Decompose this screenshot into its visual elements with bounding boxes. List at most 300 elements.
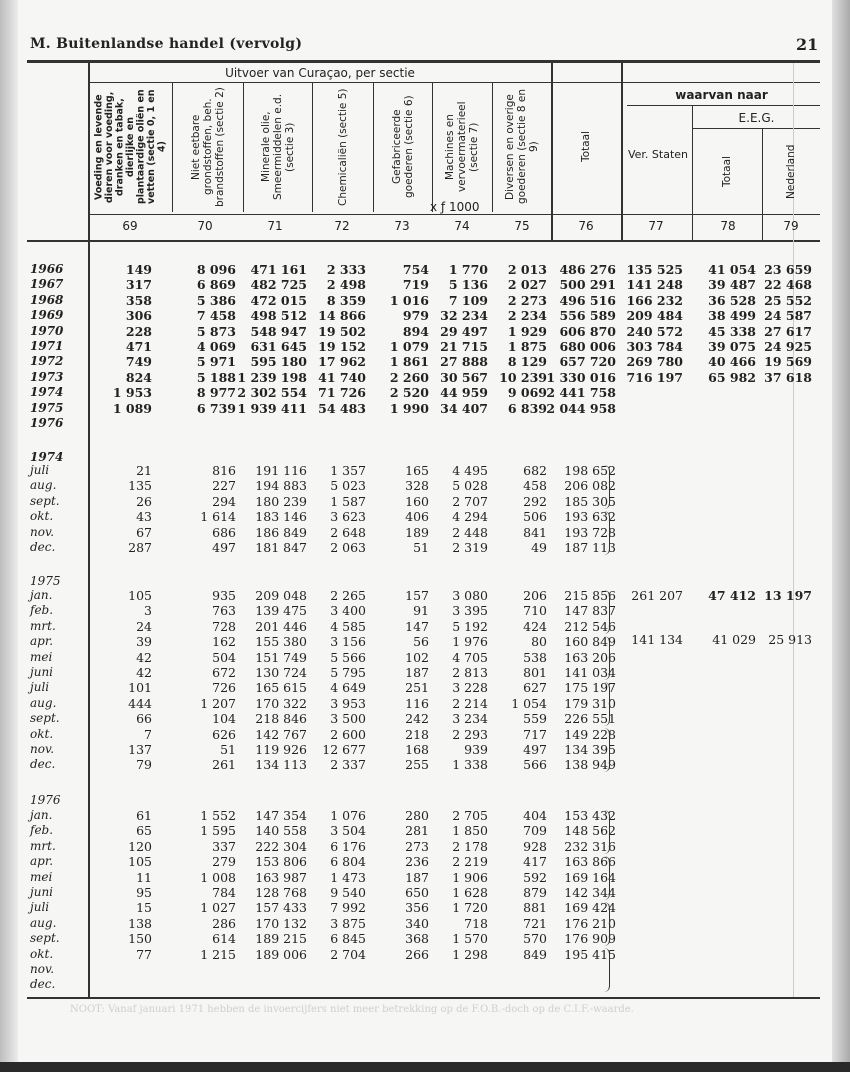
- table-cell: 1 552: [200, 808, 236, 823]
- table-cell: 12 677: [322, 742, 366, 757]
- table-cell: 151 749: [255, 649, 307, 665]
- table-cell: 2 498: [326, 277, 366, 293]
- table-cell: 801: [523, 665, 547, 680]
- table-cell: 672: [212, 665, 236, 680]
- row-label: 1971: [30, 339, 64, 353]
- table-cell: 195 415: [564, 946, 616, 962]
- table-cell: 841: [523, 524, 547, 540]
- table-cell: 39: [136, 634, 152, 650]
- table-cell: 358: [125, 292, 152, 308]
- table-cell: 2 214: [452, 695, 488, 711]
- table-cell: 754: [402, 262, 429, 277]
- table-cell: 17 962: [318, 354, 366, 370]
- quarter-total-cell: 141 134: [631, 632, 683, 647]
- table-cell: 556 589: [559, 308, 616, 324]
- table-cell: 3: [144, 603, 152, 619]
- table-cell: 105: [128, 854, 152, 870]
- table-cell: 2 027: [507, 277, 547, 293]
- table-cell: 5 386: [196, 292, 236, 308]
- table-cell: 2 063: [330, 540, 366, 555]
- table-cell: 187: [405, 665, 429, 680]
- table-cell: 686: [212, 524, 236, 540]
- bottom-rule: [27, 997, 820, 999]
- table-cell: 116: [405, 695, 429, 711]
- quarter-brace: [604, 810, 610, 854]
- table-cell: 79: [136, 757, 152, 773]
- table-cell: 2 704: [330, 946, 366, 962]
- table-cell: 24 925: [764, 339, 812, 354]
- table-cell: 286: [212, 915, 236, 931]
- table-cell: 627: [523, 680, 547, 696]
- table-cell: 306: [125, 308, 152, 324]
- table-cell: 650: [405, 885, 429, 900]
- row-label: 1973: [30, 369, 64, 384]
- table-cell: 5 192: [452, 618, 488, 634]
- quarter-brace: [604, 465, 610, 509]
- col-header-76: Totaal: [580, 131, 592, 163]
- table-cell: 218: [405, 726, 429, 742]
- table-cell: 95: [136, 885, 152, 900]
- row-label: dec.: [30, 977, 56, 992]
- table-cell: 939: [464, 742, 488, 757]
- table-cell: 5 873: [196, 323, 236, 339]
- table-cell: 147 837: [564, 603, 616, 619]
- table-cell: 2 337: [330, 757, 366, 773]
- table-cell: 193 728: [564, 524, 616, 540]
- col-sep: [373, 82, 374, 212]
- row-label: 1976: [30, 416, 64, 430]
- table-cell: 328: [405, 478, 429, 494]
- table-cell: 566: [523, 757, 547, 773]
- table-cell: 294: [212, 493, 236, 509]
- table-cell: 6 845: [330, 931, 366, 947]
- row-label: 1968: [30, 292, 64, 307]
- table-cell: 222 304: [255, 838, 307, 854]
- table-cell: 1 939 411: [237, 400, 307, 416]
- table-cell: 894: [402, 323, 429, 339]
- table-cell: 1 076: [330, 808, 366, 823]
- row-label: juni: [30, 885, 54, 899]
- quarter-brace: [604, 902, 610, 946]
- table-cell: 193 632: [564, 509, 616, 525]
- table-cell: 170 132: [255, 915, 307, 931]
- table-cell: 8 129: [507, 354, 547, 370]
- table-cell: 718: [464, 915, 488, 931]
- table-cell: 206 082: [564, 478, 616, 494]
- table-cell: 160: [405, 493, 429, 509]
- page-number: 21: [796, 35, 819, 54]
- row-label: juli: [30, 680, 50, 695]
- table-cell: 228: [125, 323, 152, 339]
- table-cell: 165 615: [255, 680, 307, 696]
- row-label: mei: [30, 869, 53, 884]
- table-cell: 709: [523, 823, 547, 839]
- col-num: 77: [648, 219, 664, 233]
- table-cell: 1 850: [452, 823, 488, 839]
- group-title: Uitvoer van Curaçao, per sectie: [225, 66, 415, 80]
- table-cell: 682: [523, 463, 547, 478]
- table-cell: 169 164: [564, 869, 616, 885]
- table-cell: 104: [212, 711, 236, 727]
- table-cell: 266: [405, 946, 429, 962]
- table-cell: 6 176: [330, 838, 366, 854]
- table-cell: 240 572: [626, 323, 683, 339]
- table-cell: 710: [523, 603, 547, 619]
- table-cell: 189 006: [255, 946, 307, 962]
- table-cell: 40 466: [708, 354, 756, 370]
- table-cell: 135 525: [626, 262, 683, 277]
- table-cell: 141 248: [626, 277, 683, 293]
- table-cell: 606 870: [559, 323, 616, 339]
- table-cell: 716 197: [626, 369, 683, 385]
- quarter-brace: [604, 948, 610, 992]
- table-cell: 879: [523, 885, 547, 900]
- table-cell: 1 990: [389, 400, 429, 416]
- table-cell: 626: [212, 726, 236, 742]
- row-label: okt.: [30, 946, 54, 961]
- table-cell: 176 909: [564, 931, 616, 947]
- table-cell: 2 441 758: [546, 385, 616, 401]
- table-cell: 232 316: [564, 838, 616, 854]
- table-cell: 4 649: [330, 680, 366, 696]
- table-cell: 816: [212, 463, 236, 478]
- table-cell: 4 705: [452, 649, 488, 665]
- table-cell: 42: [136, 665, 152, 680]
- table-cell: 209 484: [626, 308, 683, 324]
- table-cell: 824: [125, 369, 152, 385]
- table-cell: 7 992: [330, 900, 366, 916]
- table-cell: 165: [405, 463, 429, 478]
- row-label: sept.: [30, 711, 60, 726]
- table-cell: 198 652: [564, 463, 616, 478]
- table-cell: 67: [136, 524, 152, 540]
- table-cell: 163 987: [255, 869, 307, 885]
- bleed-through-footnote: NOOT: Vanaf januari 1971 hebben de invoercijfers niet meer betrekking op de F.O.B.-doch op de C.I.F.-waarde.: [70, 1004, 634, 1015]
- table-cell: 595 180: [250, 354, 307, 370]
- table-cell: 41 740: [318, 369, 366, 385]
- table-cell: 194 883: [255, 478, 307, 494]
- table-cell: 15: [136, 900, 152, 916]
- table-cell: 166 232: [626, 292, 683, 308]
- table-cell: 187: [405, 869, 429, 885]
- table-cell: 3 400: [330, 603, 366, 619]
- table-cell: 424: [523, 618, 547, 634]
- table-cell: 24: [136, 618, 152, 634]
- table-cell: 3 228: [452, 680, 488, 696]
- table-cell: 163 866: [564, 854, 616, 870]
- table-cell: 5 188: [196, 369, 236, 385]
- table-cell: 102: [405, 649, 429, 665]
- row-label: mrt.: [30, 618, 56, 633]
- row-label: jan.: [30, 808, 53, 822]
- section-year-label: 1976: [30, 793, 61, 807]
- table-cell: 30 567: [440, 369, 488, 385]
- table-cell: 881: [523, 900, 547, 916]
- table-cell: 3 875: [330, 915, 366, 931]
- table-cell: 497: [212, 540, 236, 555]
- col-header-77: Ver. Staten: [627, 148, 689, 161]
- table-cell: 176 210: [564, 915, 616, 931]
- col-num: 76: [578, 219, 594, 233]
- table-cell: 19 569: [764, 354, 812, 370]
- table-cell: 71 726: [318, 385, 366, 401]
- row-label: mei: [30, 649, 53, 664]
- table-cell: 140 558: [255, 823, 307, 839]
- row-label: juli: [30, 463, 50, 477]
- table-cell: 4 069: [196, 339, 236, 354]
- table-cell: 138 949: [564, 757, 616, 773]
- row-label: 1975: [30, 400, 64, 415]
- col-num: 69: [122, 219, 138, 233]
- table-cell: 3 234: [452, 711, 488, 727]
- row-label: sept.: [30, 931, 60, 946]
- table-cell: 1 215: [200, 946, 236, 962]
- eeg-divider: [693, 128, 820, 129]
- table-cell: 538: [523, 649, 547, 665]
- row-label: feb.: [30, 603, 54, 618]
- table-cell: 849: [523, 946, 547, 962]
- book-spine-shadow: [0, 0, 18, 1062]
- table-cell: 142 344: [564, 885, 616, 900]
- table-cell: 280: [405, 808, 429, 823]
- table-cell: 721: [523, 915, 547, 931]
- table-cell: 1 861: [389, 354, 429, 370]
- table-cell: 570: [523, 931, 547, 947]
- table-cell: 4 585: [330, 618, 366, 634]
- table-cell: 34 407: [440, 400, 488, 416]
- col-header-69: Voeding en levende dieren voor voeding, dranken en tabak, dierlijke en plantaardige oliën en vetten (sectie 0, 1 en 4): [93, 89, 168, 205]
- table-cell: 3 395: [452, 603, 488, 619]
- scanner-edge: [0, 1062, 850, 1072]
- table-cell: 162: [212, 634, 236, 650]
- table-cell: 281: [405, 823, 429, 839]
- table-cell: 2 044 958: [546, 400, 616, 416]
- table-cell: 10 239: [499, 369, 547, 385]
- table-cell: 2 265: [330, 588, 366, 603]
- table-cell: 719: [402, 277, 429, 293]
- table-cell: 56: [413, 634, 429, 650]
- table-cell: 45 338: [708, 323, 756, 339]
- table-cell: 170 322: [255, 695, 307, 711]
- table-cell: 5 136: [448, 277, 488, 293]
- table-cell: 134 113: [255, 757, 307, 773]
- top-rule: [27, 60, 820, 63]
- table-cell: 186 849: [255, 524, 307, 540]
- col-sep: [762, 128, 763, 240]
- section-year-label: 1975: [30, 574, 61, 588]
- section-year-label: 1974: [30, 450, 64, 464]
- table-cell: 134 395: [564, 742, 616, 757]
- table-cell: 458: [523, 478, 547, 494]
- table-cell: 2 707: [452, 493, 488, 509]
- table-cell: 3 953: [330, 695, 366, 711]
- table-cell: 19 502: [318, 323, 366, 339]
- table-cell: 130 724: [255, 665, 307, 680]
- table-cell: 1 054: [511, 695, 547, 711]
- row-label: feb.: [30, 823, 54, 838]
- table-cell: 147: [405, 618, 429, 634]
- table-cell: 472 015: [250, 292, 307, 308]
- table-cell: 2 260: [389, 369, 429, 385]
- table-cell: 2 302 554: [237, 385, 307, 401]
- table-cell: 80: [531, 634, 547, 650]
- table-cell: 1 587: [330, 493, 366, 509]
- table-cell: 139 475: [255, 603, 307, 619]
- table-cell: 417: [523, 854, 547, 870]
- col-sep: [692, 105, 693, 240]
- row-label: dec.: [30, 757, 56, 772]
- col-num: 78: [720, 219, 736, 233]
- table-cell: 9 069: [507, 385, 547, 401]
- quarter-total-cell: 261 207: [631, 588, 683, 603]
- row-label: sept.: [30, 493, 60, 508]
- row-label: nov.: [30, 742, 55, 756]
- table-cell: 6 804: [330, 854, 366, 870]
- table-cell: 657 720: [559, 354, 616, 370]
- table-cell: 1 239 198: [237, 369, 307, 385]
- col-sep: [492, 82, 493, 212]
- table-cell: 1 875: [507, 339, 547, 354]
- table-cell: 11: [136, 869, 152, 885]
- table-cell: 242: [405, 711, 429, 727]
- table-cell: 65 982: [708, 369, 756, 385]
- table-cell: 2 219: [452, 854, 488, 870]
- table-cell: 209 048: [255, 588, 307, 603]
- header-divider: [90, 82, 820, 83]
- quarter-brace: [604, 728, 610, 772]
- table-cell: 39 487: [708, 277, 756, 293]
- table-cell: 32 234: [440, 308, 488, 324]
- table-cell: 317: [125, 277, 152, 293]
- table-cell: 212 546: [564, 618, 616, 634]
- table-cell: 29 497: [440, 323, 488, 339]
- table-cell: 23 659: [764, 262, 812, 277]
- eeg-label: E.E.G.: [738, 111, 775, 125]
- table-cell: 153 806: [255, 854, 307, 870]
- table-cell: 1 027: [200, 900, 236, 916]
- table-cell: 163 206: [564, 649, 616, 665]
- table-cell: 39 075: [708, 339, 756, 354]
- table-cell: 160 849: [564, 634, 616, 650]
- quarter-total-cell: 13 197: [764, 588, 812, 603]
- table-cell: 2 448: [452, 524, 488, 540]
- table-cell: 149: [125, 262, 152, 277]
- table-cell: 471: [125, 339, 152, 354]
- table-cell: 496 516: [559, 292, 616, 308]
- table-cell: 717: [523, 726, 547, 742]
- table-cell: 26: [136, 493, 152, 509]
- col-header-71: Minerale olie, Smeermiddelen e.d. (sectie 3): [260, 93, 296, 201]
- table-cell: 185 305: [564, 493, 616, 509]
- col-header-74: Machines en vervoermaterieel (sectie 7): [444, 101, 480, 193]
- quarter-brace: [604, 511, 610, 555]
- table-cell: 979: [402, 308, 429, 324]
- table-cell: 1 720: [452, 900, 488, 916]
- table-cell: 680 006: [559, 339, 616, 354]
- col-num: 73: [394, 219, 410, 233]
- row-label: juli: [30, 900, 50, 915]
- table-cell: 43: [136, 509, 152, 525]
- table-cell: 444: [128, 695, 152, 711]
- col-num: 75: [514, 219, 530, 233]
- table-cell: 592: [523, 869, 547, 885]
- table-cell: 38 499: [708, 308, 756, 324]
- table-cell: 149 228: [564, 726, 616, 742]
- table-cell: 142 767: [255, 726, 307, 742]
- table-cell: 614: [212, 931, 236, 947]
- table-cell: 1 976: [452, 634, 488, 650]
- table-cell: 1 953: [112, 385, 152, 401]
- row-label: 1969: [30, 308, 64, 323]
- table-cell: 303 784: [626, 339, 683, 354]
- table-cell: 135: [128, 478, 152, 494]
- table-cell: 119 926: [255, 742, 307, 757]
- row-label: nov.: [30, 524, 55, 539]
- table-cell: 77: [136, 946, 152, 962]
- row-label: 1974: [30, 385, 64, 400]
- table-cell: 1 929: [507, 323, 547, 339]
- quarter-total-cell: 41 029: [712, 632, 756, 647]
- table-cell: 1 207: [200, 695, 236, 711]
- table-cell: 1 570: [452, 931, 488, 947]
- table-cell: 928: [523, 838, 547, 854]
- col-sep: [312, 82, 313, 212]
- table-cell: 169 424: [564, 900, 616, 916]
- table-cell: 1 298: [452, 946, 488, 962]
- table-cell: 4 495: [452, 463, 488, 478]
- table-cell: 14 866: [318, 308, 366, 324]
- table-cell: 8 096: [196, 262, 236, 277]
- col-header-79: Nederland: [785, 144, 797, 200]
- table-cell: 3 504: [330, 823, 366, 839]
- table-cell: 1 330 016: [546, 369, 616, 385]
- table-cell: 189: [405, 524, 429, 540]
- table-cell: 1 473: [330, 869, 366, 885]
- row-label: aug.: [30, 478, 57, 493]
- table-cell: 8 359: [326, 292, 366, 308]
- table-cell: 187 113: [564, 540, 616, 555]
- page-title: M. Buitenlandse handel (vervolg): [30, 36, 303, 52]
- waarvan-naar-label: waarvan naar: [675, 88, 768, 102]
- table-cell: 5 028: [452, 478, 488, 494]
- table-cell: 1 628: [452, 885, 488, 900]
- col-num: 70: [197, 219, 213, 233]
- page-edge: [832, 0, 850, 1072]
- table-cell: 27 888: [440, 354, 488, 370]
- table-cell: 1 016: [389, 292, 429, 308]
- table-cell: 2 705: [452, 808, 488, 823]
- col-header-78: Totaal: [721, 156, 733, 188]
- table-cell: 49: [531, 540, 547, 555]
- table-cell: 65: [136, 823, 152, 839]
- row-label: apr.: [30, 634, 54, 649]
- table-cell: 51: [220, 742, 236, 757]
- table-cell: 120: [128, 838, 152, 854]
- table-cell: 226 551: [564, 711, 616, 727]
- table-cell: 24 587: [764, 308, 812, 324]
- table-cell: 236: [405, 854, 429, 870]
- table-cell: 2 273: [507, 292, 547, 308]
- table-cell: 2 520: [389, 385, 429, 401]
- table-cell: 206: [523, 588, 547, 603]
- table-cell: 1 614: [200, 509, 236, 525]
- table-cell: 27 617: [764, 323, 812, 339]
- table-cell: 261: [212, 757, 236, 773]
- table-cell: 8 977: [196, 385, 236, 401]
- table-cell: 175 197: [564, 680, 616, 696]
- table-cell: 279: [212, 854, 236, 870]
- table-cell: 105: [128, 588, 152, 603]
